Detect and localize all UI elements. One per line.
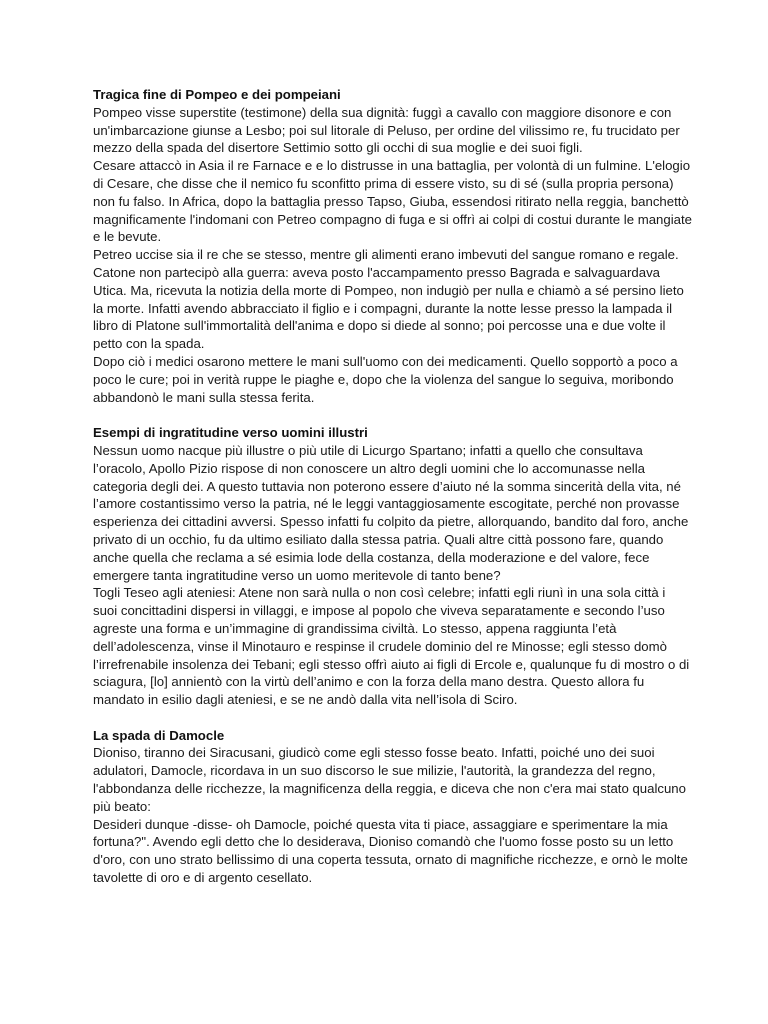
paragraph: Dioniso, tiranno dei Siracusani, giudicò come egli stesso fosse beato. Infatti, poiché uno dei suoi adulatori, Damocle, ricordava in un suo discorso le sue milizie, l'autorità, la grandezza del regno, l'abbondanza delle ricchezze, la magnificenza della reggia, e diceva che non c'era mai stato qualcuno più beato:	[93, 745, 686, 814]
section-damocle	[93, 727, 693, 887]
section-pompeo	[93, 86, 693, 406]
section-ingratitudine	[93, 424, 693, 709]
document-page	[93, 86, 693, 905]
paragraph: Petreo uccise sia il re che se stesso, mentre gli alimenti erano imbevuti del sangue romano e regale. Catone non partecipò alla guerra: aveva posto l'accampamento presso Bagrada e salvaguardava Utica. Ma, ricevuta la notizia della morte di Pompeo, non indugiò per nulla e chiamò a sé persino lieto la morte. Infatti avendo abbracciato il figlio e i compagni, durante la notte lesse presso la lampada il libro di Platone sull'immortalità dell'anima e dopo si diede al sonno; poi percosse una e due volte il petto con la spada.	[93, 247, 684, 352]
paragraph: Nessun uomo nacque più illustre o più utile di Licurgo Spartano; infatti a quello che consultava l’oracolo, Apollo Pizio rispose di non conoscere un altro degli uomini che lo accomunasse nella categoria degli dei. A questo tuttavia non poterono essere d’aiuto né la somma sincerità della vita, né l’amore costantissimo verso la patria, né le leggi vantaggiosamente escogitate, perché non provasse esperienza dei cittadini avversi. Spesso infatti fu colpito da pietre, allorquando, bandito dal foro, anche privato di un occhio, fu da ultimo esiliato dalla stessa patria. Quali altre città possono fare, quando anche quella che reclama a sé esimia lode della costanza, della moderazione e del valore, fece emergere tanta ingratitudine verso un uomo meritevole di tanto bene?	[93, 442, 689, 583]
section-title: La spada di Damocle	[93, 727, 225, 743]
paragraph: Togli Teseo agli ateniesi: Atene non sarà nulla o non così celebre; infatti egli riunì in una sola città i suoi concittadini dispersi in villaggi, e impose al popolo che viveva separatamente e secondo l’uso agreste una forma e un’immagine di grandissima civiltà. Lo stesso, appena raggiunta l’età dell’adolescenza, vinse il Minotauro e respinse il crudele dominio del re Minosse; egli stesso domò l’irrefrenabile insolenza dei Tebani; egli stesso offrì aiuto ai figli di Ercole e, qualunque fu di mostro o di sciagura, [lo] annientò con la virtù dell’animo e con la forza della mano destra. Questo allora fu mandato in esilio dagli ateniesi, e se ne andò dalla vita nell’isola di Sciro.	[93, 585, 690, 708]
paragraph: Dopo ciò i medici osarono mettere le mani sull'uomo con dei medicamenti. Quello sopportò a poco a poco le cure; poi in verità ruppe le piaghe e, dopo che la violenza del sangue lo seguiva, moribondo abbandonò le mani sulla stessa ferita.	[93, 353, 678, 405]
section-title: Esempi di ingratitudine verso uomini illustri	[93, 425, 368, 441]
paragraph: Desideri dunque -disse- oh Damocle, poiché questa vita ti piace, assaggiare e sperimentare la mia fortuna?". Avendo egli detto che lo desiderava, Dioniso comandò che l'uomo fosse posto su un letto d'oro, con uno strato bellissimo di una coperta tessuta, ornato di magnifiche ricchezze, e ornò le molte tavolette di oro e di argento cesellato.	[93, 816, 688, 886]
section-title: Tragica fine di Pompeo e dei pompeiani	[93, 87, 341, 102]
paragraph: Pompeo visse superstite (testimone) della sua dignità: fuggì a cavallo con maggiore disonore e con un'imbarcazione giunse a Lesbo; poi sul litorale di Peluso, per ordine del vilissimo re, fu trucidato per mezzo della spada del disertore Settimio sotto gli occhi di sua moglie e dei suoi figli.	[93, 104, 680, 156]
paragraph: Cesare attaccò in Asia il re Farnace e e lo distrusse in una battaglia, per volontà di un fulmine. L'elogio di Cesare, che disse che il nemico fu sconfitto prima di essere visto, su di sé (sulla propria persona) non fu falso. In Africa, dopo la battaglia presso Tapso, Giuba, essendosi ritirato nella reggia, banchettò magnificamente l'indomani con Petreo compagno di fuga e si offrì ai colpi di costui durante le mangiate e le bevute.	[93, 158, 692, 245]
